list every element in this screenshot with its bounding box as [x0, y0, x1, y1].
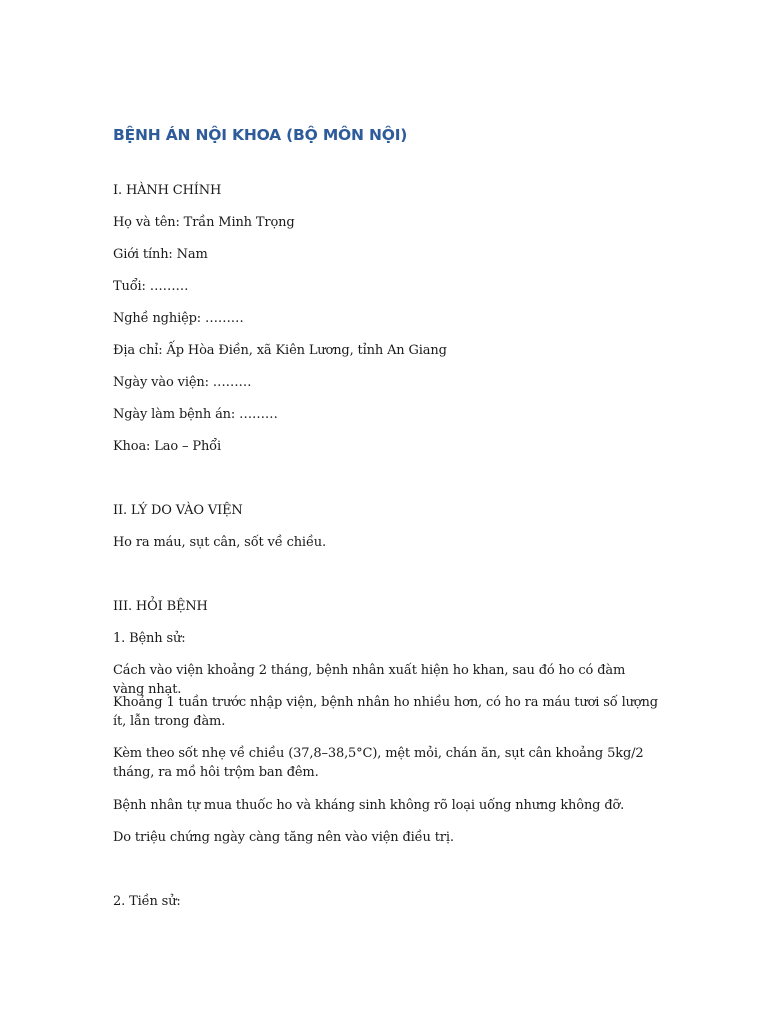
admission-date: Ngày vào viện: ………: [113, 375, 252, 390]
patient-name: Họ và tên: Trần Minh Trọng: [113, 215, 295, 230]
patient-gender: Giới tính: Nam: [113, 247, 208, 262]
subsection-heading-present-illness: 1. Bệnh sử:: [113, 631, 186, 646]
department: Khoa: Lao – Phổi: [113, 439, 221, 454]
present-illness-paragraph: Kèm theo sốt nhẹ về chiều (37,8–38,5°C), mệt mỏi, chán ăn, sụt cân khoảng 5kg/2 tháng, ra mồ hôi trộm ban đêm.: [113, 746, 644, 780]
section-heading-history: III. HỎI BỆNH: [113, 599, 208, 614]
section-heading-administrative: I. HÀNH CHÍNH: [113, 183, 222, 198]
record-date: Ngày làm bệnh án: ………: [113, 407, 278, 422]
present-illness-paragraph: Khoảng 1 tuần trước nhập viện, bệnh nhân ho nhiều hơn, có ho ra máu tươi số lượng ít, lẫn trong đàm.: [113, 695, 658, 729]
patient-age: Tuổi: ………: [113, 279, 189, 294]
present-illness-paragraph: Cách vào viện khoảng 2 tháng, bệnh nhân xuất hiện ho khan, sau đó ho có đàm vàng nhạt.: [113, 663, 626, 697]
document-title: BỆNH ÁN NỘI KHOA (BỘ MÔN NỘI): [113, 126, 408, 144]
present-illness-paragraph: Do triệu chứng ngày càng tăng nên vào viện điều trị.: [113, 830, 454, 845]
patient-occupation: Nghề nghiệp: ………: [113, 311, 244, 326]
reason-text: Ho ra máu, sụt cân, sốt về chiều.: [113, 535, 326, 550]
section-heading-reason: II. LÝ DO VÀO VIỆN: [113, 503, 243, 518]
present-illness-paragraph: Bệnh nhân tự mua thuốc ho và kháng sinh không rõ loại uống nhưng không đỡ.: [113, 798, 625, 813]
subsection-heading-past-history: 2. Tiền sử:: [113, 894, 181, 909]
patient-address: Địa chỉ: Ấp Hòa Điền, xã Kiên Lương, tỉnh An Giang: [113, 343, 447, 358]
